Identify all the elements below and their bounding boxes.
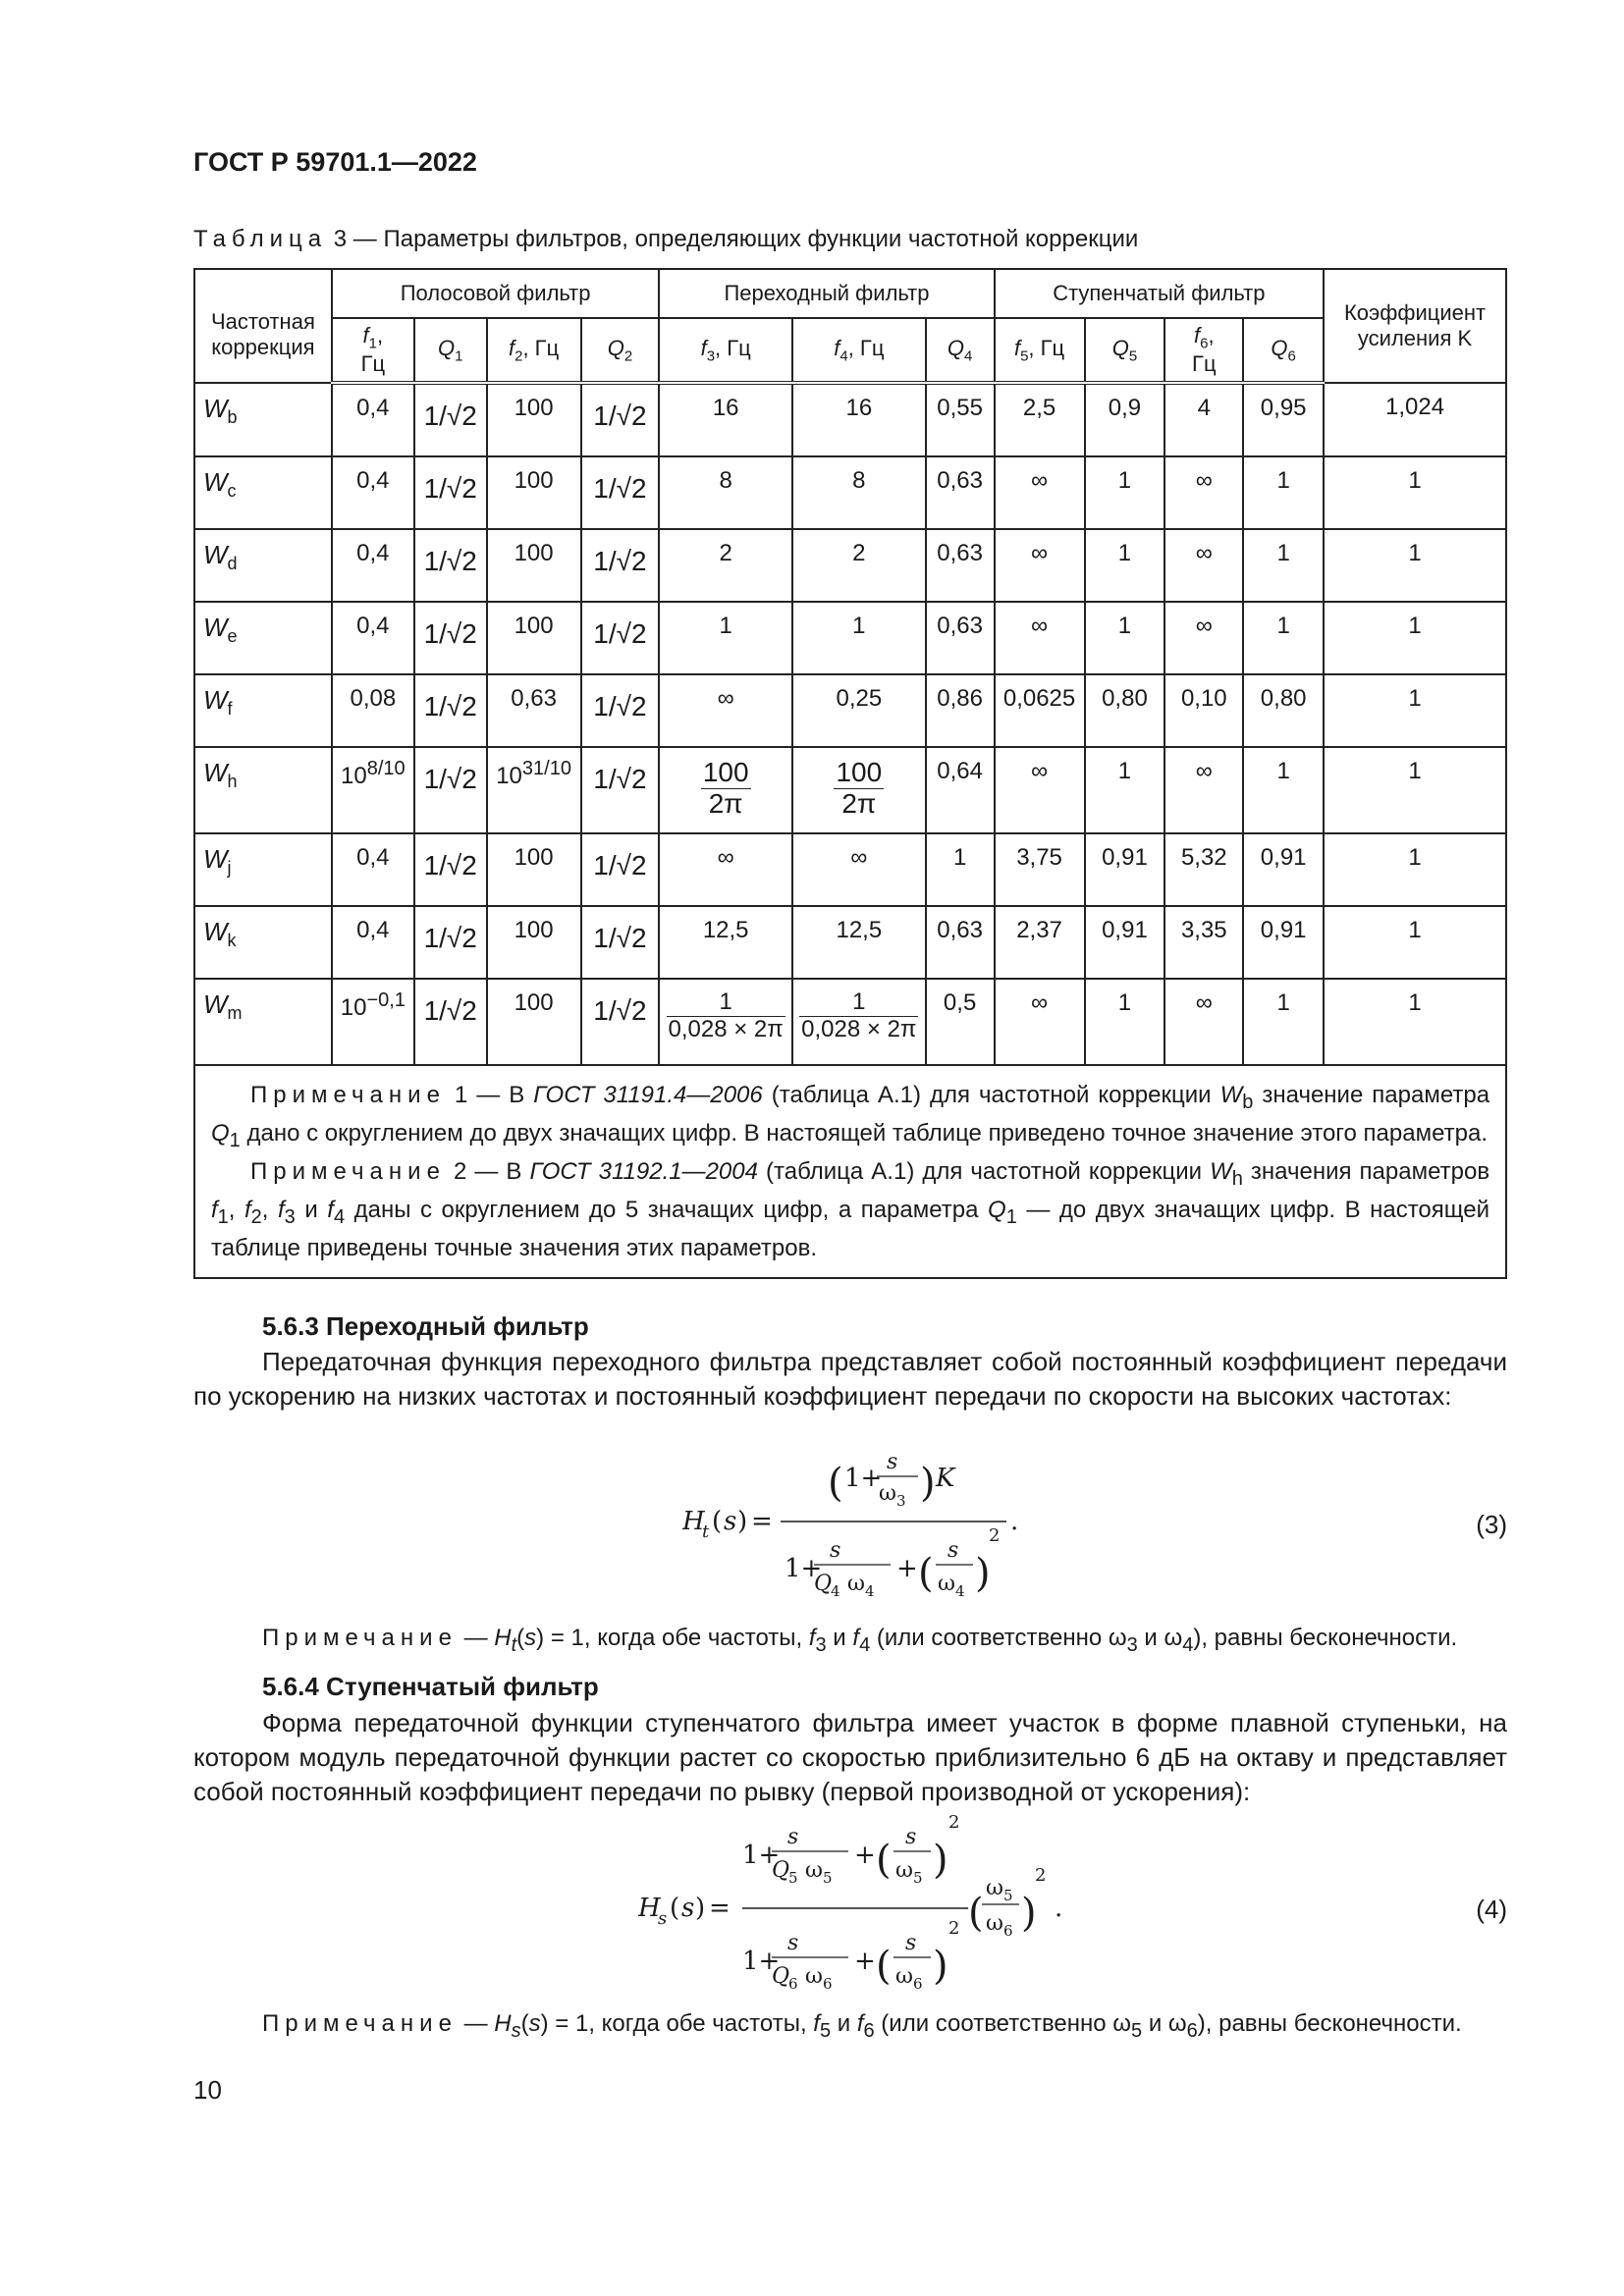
cell-k: 1 xyxy=(1324,674,1506,747)
cell-f4: 1 xyxy=(792,602,926,674)
cell-q5: 1 xyxy=(1085,602,1165,674)
table-row-wc xyxy=(194,456,1506,529)
cell-f5: ∞ xyxy=(995,529,1085,602)
svg-text:s: s xyxy=(905,1931,917,1955)
cell-f6: 5,32 xyxy=(1164,833,1243,906)
cell-f4: 0,25 xyxy=(792,674,926,747)
section-5-6-4-note: Примечание — $H_s(s) = 1$, когда обе частоты, $f_5$ и $f_6$ (или соответственно $\omega_5$ и $\omega_6$), равны бесконечности. xyxy=(262,2010,1462,2042)
cell-f5: ∞ xyxy=(995,602,1085,674)
svg-text:): ) xyxy=(975,1551,991,1596)
row-label: $W_f$ xyxy=(194,674,332,747)
cell-f3: $\frac{1}{0,028 \times 2\pi}$ xyxy=(659,979,792,1065)
svg-text:.: . xyxy=(1055,1894,1063,1923)
cell-q1: 1/√2 xyxy=(414,906,487,979)
svg-text:): ) xyxy=(1021,1891,1037,1936)
cell-f4: 12,5 xyxy=(792,906,926,979)
cell-q5: 1 xyxy=(1085,747,1165,833)
cell-k: 1 xyxy=(1324,456,1506,529)
cell-f2: 100 xyxy=(487,383,581,456)
cell-f1: 0,4 xyxy=(332,833,414,906)
svg-text:4: 4 xyxy=(865,1582,875,1600)
cell-q6: 1 xyxy=(1243,979,1324,1065)
cell-q4: 0,55 xyxy=(926,383,995,456)
cell-q5: 0,91 xyxy=(1085,833,1165,906)
svg-text:ω: ω xyxy=(986,1911,1003,1936)
cell-q4: 0,64 xyxy=(926,747,995,833)
cell-q6: 1 xyxy=(1243,529,1324,602)
table-notes xyxy=(194,1065,1506,1277)
section-5-6-3-paragraph: Передаточная функция переходного фильтра представляет собой постоянный коэффициент передачи по ускорению на низких частотах и постоянный коэффициент передачи по скорости на высоких частотах: xyxy=(193,1347,1507,1411)
equation-number-3: (3) xyxy=(1476,1510,1507,1539)
row-label: $W_d$ xyxy=(194,529,332,602)
cell-f5: 2,5 xyxy=(995,383,1085,456)
svg-text:6: 6 xyxy=(1003,1922,1013,1940)
group-transition-filter: Переходный фильтр xyxy=(659,269,994,318)
table-row-wf xyxy=(194,674,1506,747)
cell-f1: 0,4 xyxy=(332,529,414,602)
svg-text:(: ( xyxy=(876,1944,892,1989)
svg-text:4: 4 xyxy=(831,1582,840,1600)
table-row-wb xyxy=(194,383,1506,456)
cell-k: 1 xyxy=(1324,833,1506,906)
svg-text:ω: ω xyxy=(895,1964,913,1989)
cell-f4: 16 xyxy=(792,383,926,456)
cell-q1: 1/√2 xyxy=(414,833,487,906)
cell-q1: 1/√2 xyxy=(414,674,487,747)
cell-q1: 1/√2 xyxy=(414,602,487,674)
svg-text:=: = xyxy=(751,1507,773,1536)
svg-text:(: ( xyxy=(918,1551,934,1596)
cell-k: 1 xyxy=(1324,906,1506,979)
svg-text:s: s xyxy=(947,1538,959,1563)
cell-f3: $\frac{100}{2\pi}$ xyxy=(659,747,792,833)
cell-k: 1 xyxy=(1324,529,1506,602)
filter-parameters-table xyxy=(193,268,1507,1279)
cell-f6: ∞ xyxy=(1164,979,1243,1065)
svg-text:): ) xyxy=(737,1507,748,1536)
cell-f1: $10^{8/10}$ xyxy=(332,747,414,833)
col-q6: $Q_6$ xyxy=(1243,318,1324,383)
cell-q6: 1 xyxy=(1243,602,1324,674)
section-5-6-3-note: Примечание — $H_t(s) = 1$, когда обе частоты, $f_3$ и $f_4$ (или соответственно $\omega_3$ и $\omega_4$), равны бесконечности. xyxy=(262,1625,1458,1656)
col-f2: $f_2$, Гц xyxy=(487,318,581,383)
svg-text:2: 2 xyxy=(989,1525,1001,1546)
col-f1: $f_1$, Гц xyxy=(332,318,414,383)
group-band-filter: Полосовой фильтр xyxy=(332,269,659,318)
svg-text:1+: 1+ xyxy=(844,1464,883,1493)
col-gain: Коэффициент усиления K xyxy=(1324,269,1506,383)
cell-f1: 0,4 xyxy=(332,456,414,529)
svg-text:s: s xyxy=(830,1538,841,1563)
table-row-wk xyxy=(194,906,1506,979)
cell-q2: 1/√2 xyxy=(581,674,660,747)
col-f5: $f_5$, Гц xyxy=(995,318,1085,383)
cell-q6: 0,91 xyxy=(1243,833,1324,906)
cell-f2: 100 xyxy=(487,602,581,674)
cell-q4: 0,5 xyxy=(926,979,995,1065)
svg-text:s: s xyxy=(724,1507,737,1536)
cell-f4: 2 xyxy=(792,529,926,602)
cell-f6: ∞ xyxy=(1164,529,1243,602)
svg-text:2: 2 xyxy=(948,1812,960,1833)
cell-f2: 100 xyxy=(487,979,581,1065)
equation-number-4: (4) xyxy=(1476,1895,1507,1924)
svg-text:(: ( xyxy=(968,1891,984,1936)
col-q4: $Q_4$ xyxy=(926,318,995,383)
cell-f3: ∞ xyxy=(659,674,792,747)
svg-text:H: H xyxy=(638,1894,661,1923)
cell-q2: 1/√2 xyxy=(581,747,660,833)
cell-q6: 0,95 xyxy=(1243,383,1324,456)
svg-text:+: + xyxy=(896,1554,918,1583)
svg-text:ω: ω xyxy=(895,1858,913,1883)
cell-f2: 100 xyxy=(487,456,581,529)
cell-q6: 0,80 xyxy=(1243,674,1324,747)
row-label: $W_e$ xyxy=(194,602,332,674)
col-f3: $f_3$, Гц xyxy=(659,318,792,383)
cell-q1: 1/√2 xyxy=(414,456,487,529)
cell-f3: 2 xyxy=(659,529,792,602)
svg-text:Q: Q xyxy=(772,1964,790,1989)
table-caption: Таблица 3 — Параметры фильтров, определяющих функции частотной коррекции xyxy=(193,226,1139,252)
cell-f2: 100 xyxy=(487,833,581,906)
cell-q6: 1 xyxy=(1243,747,1324,833)
col-f4: $f_4$, Гц xyxy=(792,318,926,383)
svg-text:ω: ω xyxy=(879,1481,896,1506)
svg-text:): ) xyxy=(933,1838,948,1883)
svg-text:ω: ω xyxy=(986,1876,1003,1900)
cell-f3: ∞ xyxy=(659,833,792,906)
cell-f2: $10^{31/10}$ xyxy=(487,747,581,833)
svg-text:5: 5 xyxy=(913,1869,923,1887)
cell-f1: 0,4 xyxy=(332,906,414,979)
cell-f4: $\frac{1}{0,028 \times 2\pi}$ xyxy=(792,979,926,1065)
svg-text:s: s xyxy=(787,1931,799,1955)
col-q5: $Q_5$ xyxy=(1085,318,1165,383)
cell-k: 1 xyxy=(1324,602,1506,674)
cell-q5: 0,9 xyxy=(1085,383,1165,456)
cell-f5: 0,0625 xyxy=(995,674,1085,747)
cell-f3: 1 xyxy=(659,602,792,674)
svg-text:6: 6 xyxy=(823,1975,833,1993)
row-label: $W_m$ xyxy=(194,979,332,1065)
svg-text:+: + xyxy=(854,1841,876,1870)
cell-f1: 0,08 xyxy=(332,674,414,747)
svg-text:=: = xyxy=(709,1894,731,1923)
table-notes-row xyxy=(194,1065,1506,1277)
cell-q4: 0,86 xyxy=(926,674,995,747)
cell-q5: 0,91 xyxy=(1085,906,1165,979)
cell-q2: 1/√2 xyxy=(581,833,660,906)
table-row-wj xyxy=(194,833,1506,906)
formula-3 xyxy=(682,1439,1046,1623)
col-q1: $Q_1$ xyxy=(414,318,487,383)
svg-text:(: ( xyxy=(712,1507,723,1536)
table-row-wd xyxy=(194,529,1506,602)
col-q2: $Q_2$ xyxy=(581,318,660,383)
cell-f1: 0,4 xyxy=(332,383,414,456)
svg-text:H: H xyxy=(682,1507,705,1536)
document-header: ГОСТ Р 59701.1—2022 xyxy=(193,147,477,177)
svg-text:6: 6 xyxy=(788,1975,798,1993)
svg-text:1+: 1+ xyxy=(742,1841,781,1870)
table-header-row-1 xyxy=(194,269,1506,318)
svg-text:4: 4 xyxy=(955,1582,965,1600)
section-5-6-3-title: 5.6.3 Переходный фильтр xyxy=(262,1311,589,1341)
svg-text:): ) xyxy=(933,1944,948,1989)
svg-text:+: + xyxy=(854,1947,876,1976)
cell-f5: ∞ xyxy=(995,456,1085,529)
svg-text:1+: 1+ xyxy=(742,1947,781,1976)
cell-q4: 0,63 xyxy=(926,602,995,674)
svg-text:5: 5 xyxy=(823,1869,833,1887)
cell-q6: 1 xyxy=(1243,456,1324,529)
svg-text:5: 5 xyxy=(1003,1887,1013,1904)
cell-q6: 0,91 xyxy=(1243,906,1324,979)
cell-f5: ∞ xyxy=(995,979,1085,1065)
col-frequency-correction: Частотная коррекция xyxy=(194,269,332,383)
row-label: $W_c$ xyxy=(194,456,332,529)
cell-f2: 100 xyxy=(487,906,581,979)
cell-k: 1 xyxy=(1324,747,1506,833)
svg-text:.: . xyxy=(1010,1507,1019,1536)
svg-text:s: s xyxy=(658,1908,668,1929)
cell-k: 1 xyxy=(1324,979,1506,1065)
cell-q5: 1 xyxy=(1085,456,1165,529)
svg-text:s: s xyxy=(905,1825,917,1849)
svg-text:(: ( xyxy=(828,1461,843,1506)
svg-text:s: s xyxy=(887,1450,898,1474)
row-label: $W_j$ xyxy=(194,833,332,906)
cell-f4: 8 xyxy=(792,456,926,529)
cell-q1: 1/√2 xyxy=(414,529,487,602)
cell-q4: 1 xyxy=(926,833,995,906)
svg-text:Q: Q xyxy=(772,1858,790,1883)
cell-q4: 0,63 xyxy=(926,456,995,529)
svg-text:ω: ω xyxy=(938,1572,955,1596)
svg-text:5: 5 xyxy=(788,1869,798,1887)
cell-f6: ∞ xyxy=(1164,747,1243,833)
cell-q2: 1/√2 xyxy=(581,383,660,456)
cell-k: 1,024 xyxy=(1324,383,1506,456)
cell-f6: 4 xyxy=(1164,383,1243,456)
table-note-2: Примечание 2 — В ГОСТ 31192.1—2004 (таблица А.1) для частотной коррекции $W_h$ значения параметров $f_1$, $f_2$, $f_3$ и $f_4$ даны с округлением до 5 значащих цифр, а параметра $Q_1$ — до двух значащих цифр. В настоящей таблице приведены точные значения этих параметров. xyxy=(211,1157,1490,1261)
cell-q2: 1/√2 xyxy=(581,979,660,1065)
cell-f4: ∞ xyxy=(792,833,926,906)
row-label: $W_k$ xyxy=(194,906,332,979)
svg-text:2: 2 xyxy=(948,1918,960,1939)
section-5-6-4-title: 5.6.4 Ступенчатый фильтр xyxy=(262,1672,599,1701)
cell-f5: 2,37 xyxy=(995,906,1085,979)
cell-f6: 0,10 xyxy=(1164,674,1243,747)
cell-q1: 1/√2 xyxy=(414,979,487,1065)
table-row-we xyxy=(194,602,1506,674)
cell-q5: 0,80 xyxy=(1085,674,1165,747)
cell-q5: 1 xyxy=(1085,529,1165,602)
svg-text:ω: ω xyxy=(805,1964,823,1989)
svg-text:t: t xyxy=(702,1522,710,1542)
cell-q4: 0,63 xyxy=(926,529,995,602)
svg-text:6: 6 xyxy=(913,1975,923,1993)
svg-text:): ) xyxy=(695,1894,706,1923)
cell-q4: 0,63 xyxy=(926,906,995,979)
table-header-row-2 xyxy=(194,318,1506,383)
svg-text:3: 3 xyxy=(896,1492,906,1510)
svg-text:Q: Q xyxy=(814,1572,833,1596)
cell-f3: 12,5 xyxy=(659,906,792,979)
cell-q2: 1/√2 xyxy=(581,906,660,979)
cell-q2: 1/√2 xyxy=(581,529,660,602)
row-label: $W_h$ xyxy=(194,747,332,833)
cell-f5: ∞ xyxy=(995,747,1085,833)
cell-f3: 8 xyxy=(659,456,792,529)
cell-f4: $\frac{100}{2\pi}$ xyxy=(792,747,926,833)
svg-text:(: ( xyxy=(670,1894,680,1923)
row-label: $W_b$ xyxy=(194,383,332,456)
svg-text:(: ( xyxy=(876,1838,892,1883)
cell-f2: 0,63 xyxy=(487,674,581,747)
svg-text:ω: ω xyxy=(847,1572,865,1596)
svg-text:1+: 1+ xyxy=(785,1554,823,1583)
cell-f5: 3,75 xyxy=(995,833,1085,906)
svg-text:s: s xyxy=(681,1894,695,1923)
section-5-6-4-paragraph: Форма передаточной функции ступенчатого фильтра имеет участок в форме плавной ступеньки, на котором модуль передаточной функции растет со скоростью приблизительно 6 дБ на октаву и представляет собой постоянный коэффициент передачи по рывку (первой производной от ускорения): xyxy=(193,1708,1507,1806)
cell-q2: 1/√2 xyxy=(581,602,660,674)
cell-q5: 1 xyxy=(1085,979,1165,1065)
svg-text:s: s xyxy=(787,1825,799,1849)
cell-f2: 100 xyxy=(487,529,581,602)
table-note-1: Примечание 1 — В ГОСТ 31191.4—2006 (таблица А.1) для частотной коррекции $W_b$ значение параметра $Q_1$ дано с округлением до двух значащих цифр. В настоящей таблице приведено точное значение этого параметра. xyxy=(211,1082,1490,1151)
cell-f1: 0,4 xyxy=(332,602,414,674)
cell-f3: 16 xyxy=(659,383,792,456)
col-f6: $f_6$, Гц xyxy=(1164,318,1243,383)
svg-text:K: K xyxy=(936,1464,955,1493)
page-number: 10 xyxy=(193,2075,222,2105)
table-row-wm xyxy=(194,979,1506,1065)
svg-text:): ) xyxy=(920,1461,936,1506)
cell-f6: ∞ xyxy=(1164,456,1243,529)
cell-f6: 3,35 xyxy=(1164,906,1243,979)
cell-q1: 1/√2 xyxy=(414,747,487,833)
group-step-filter: Ступенчатый фильтр xyxy=(995,269,1325,318)
cell-q1: 1/√2 xyxy=(414,383,487,456)
svg-text:ω: ω xyxy=(805,1858,823,1883)
formula-4 xyxy=(638,1812,1070,2015)
cell-f6: ∞ xyxy=(1164,602,1243,674)
cell-q2: 1/√2 xyxy=(581,456,660,529)
table-row-wh xyxy=(194,747,1506,833)
svg-text:2: 2 xyxy=(1035,1865,1047,1886)
cell-f1: $10^{-0,1}$ xyxy=(332,979,414,1065)
